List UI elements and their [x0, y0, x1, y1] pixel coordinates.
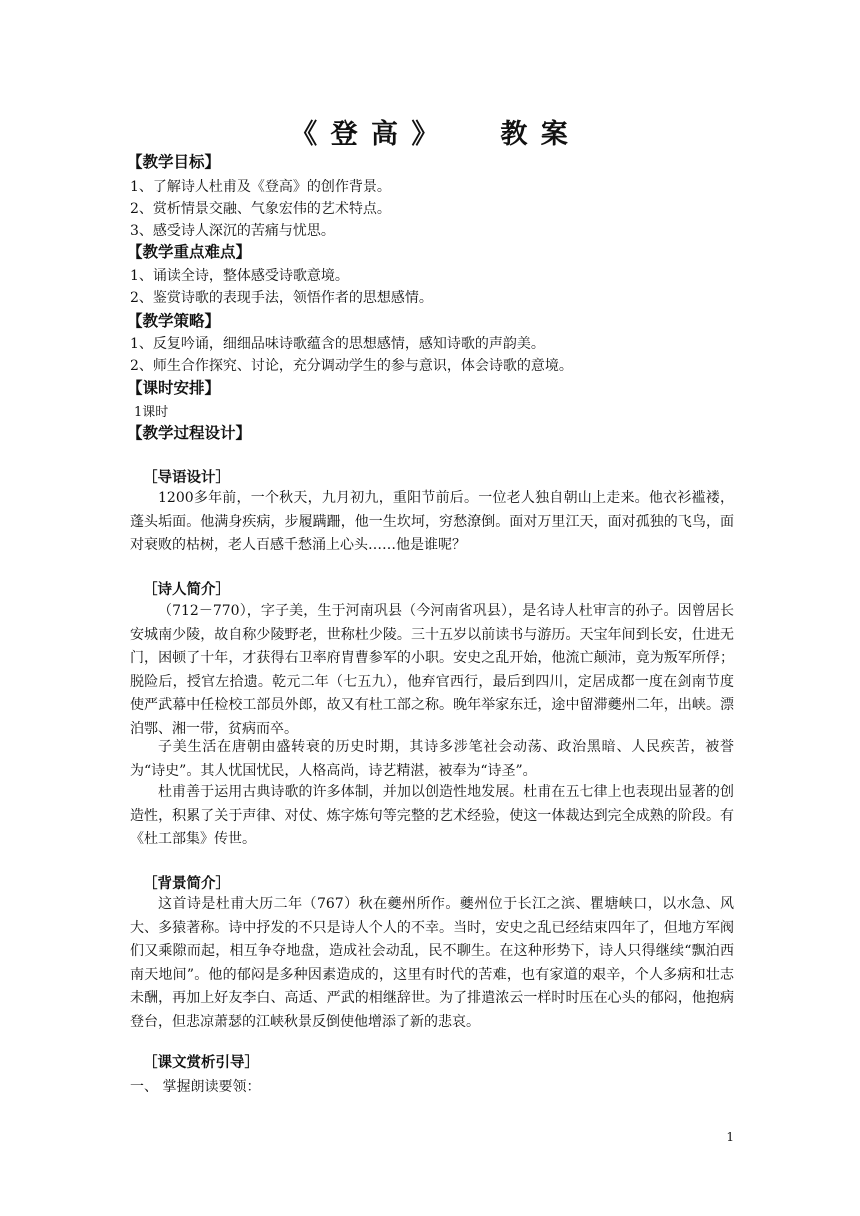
keypoint-item-1: 1、诵读全诗，整体感受诗歌意境。 — [130, 268, 349, 284]
poet-paragraph-2: 子美生活在唐朝由盛转衰的历史时期，其诗多涉笔社会动荡、政治黑暗、人民疾苦，被誉为“诗史”。其人忧国忧民，人格高尚，诗艺精湛，被奉为“诗圣”。 — [130, 739, 734, 779]
page-number: 1 — [726, 1130, 734, 1144]
background-heading: ［背景简介］ — [143, 875, 230, 892]
document-title — [0, 112, 860, 151]
poet-paragraph-1: （712－770），字子美，生于河南巩县（今河南省巩县），是名诗人杜审言的孙子。因曾居长安城南少陵，故自称少陵野老，世称杜少陵。三十五岁以前读书与游历。天宝年间到长安，仕进无门，困顿了十年，才获得右卫率府胄曹参军的小职。安史之乱开始，他流亡颠沛，竟为叛军所俘；脱险后，授官左拾遗。乾元二年（七五九），他弃官西行，最后到四川，定居成都一度在剑南节度使严武幕中任检校工部员外郎，故又有杜工部之称。晚年举家东迁，途中留滞夔州二年，出峡。漂泊鄂、湘一带，贫病而卒。 — [130, 603, 734, 737]
keypoint-item-2: 2、鉴赏诗歌的表现手法，领悟作者的思想感情。 — [130, 290, 433, 306]
intro-paragraph: 1200多年前，一个秋天，九月初九，重阳节前后。一位老人独自朝山上走来。他衣衫褴褛，蓬头垢面。他满身疾病，步履蹒跚，他一生坎坷，穷愁潦倒。面对万里江天，面对孤独的飞鸟，面对衰败的枯树，老人百感千愁涌上心头……他是谁呢？ — [130, 490, 734, 553]
goal-item-1: 1、了解诗人杜甫及《登高》的创作背景。 — [130, 179, 391, 195]
goals-heading: 【教学目标】 — [127, 152, 221, 171]
goal-item-2: 2、赏析情景交融、气象宏伟的艺术特点。 — [130, 201, 391, 217]
poet-paragraph-3: 杜甫善于运用古典诗歌的许多体制，并加以创造性地发展。杜甫在五七律上也表现出显著的创造性，积累了关于声律、对仗、炼字炼句等完整的艺术经验，使这一体裁达到完全成熟的阶段。有《杜工部集》传世。 — [130, 784, 734, 847]
schedule-heading: 【课时安排】 — [127, 378, 221, 397]
title-lesson-plan: 教 案 — [500, 119, 570, 150]
analysis-heading: ［课文赏析引导］ — [143, 1054, 259, 1071]
background-paragraph: 这首诗是杜甫大历二年（767）秋在夔州所作。夔州位于长江之滨、瞿塘峡口，以水急、风大、多猿著称。诗中抒发的不只是诗人个人的不幸。当时，安史之乱已经结束四年了，但地方军阀们又乘隙而起，相互争夺地盘，造成社会动乱，民不聊生。在这种形势下，诗人只得继续“飘泊西南天地间”。他的郁闷是多种因素造成的，这里有时代的苦难，也有家道的艰辛，个人多病和壮志未酬，再加上好友李白、高适、严武的相继辞世。为了排遣浓云一样时时压在心头的郁闷，他抱病登台，但悲凉萧瑟的江峡秋景反倒使他增添了新的悲哀。 — [130, 896, 734, 1030]
strategy-heading: 【教学策略】 — [127, 311, 221, 330]
schedule-value: 1课时 — [134, 405, 169, 420]
poet-heading: ［诗人简介］ — [143, 581, 230, 598]
intro-heading: ［导语设计］ — [143, 469, 230, 486]
analysis-item-1: 一、 掌握朗读要领： — [130, 1079, 261, 1095]
strategy-item-1: 1、反复吟诵，细细品味诗歌蕴含的思想感情，感知诗歌的声韵美。 — [130, 336, 545, 352]
keypoints-heading: 【教学重点难点】 — [127, 242, 252, 261]
process-heading: 【教学过程设计】 — [127, 423, 252, 442]
goal-item-3: 3、感受诗人深沉的苦痛与忧思。 — [130, 223, 335, 239]
title-poem-name: 《 登 高 》 — [290, 119, 441, 150]
strategy-item-2: 2、师生合作探究、讨论，充分调动学生的参与意识，体会诗歌的意境。 — [130, 358, 573, 374]
